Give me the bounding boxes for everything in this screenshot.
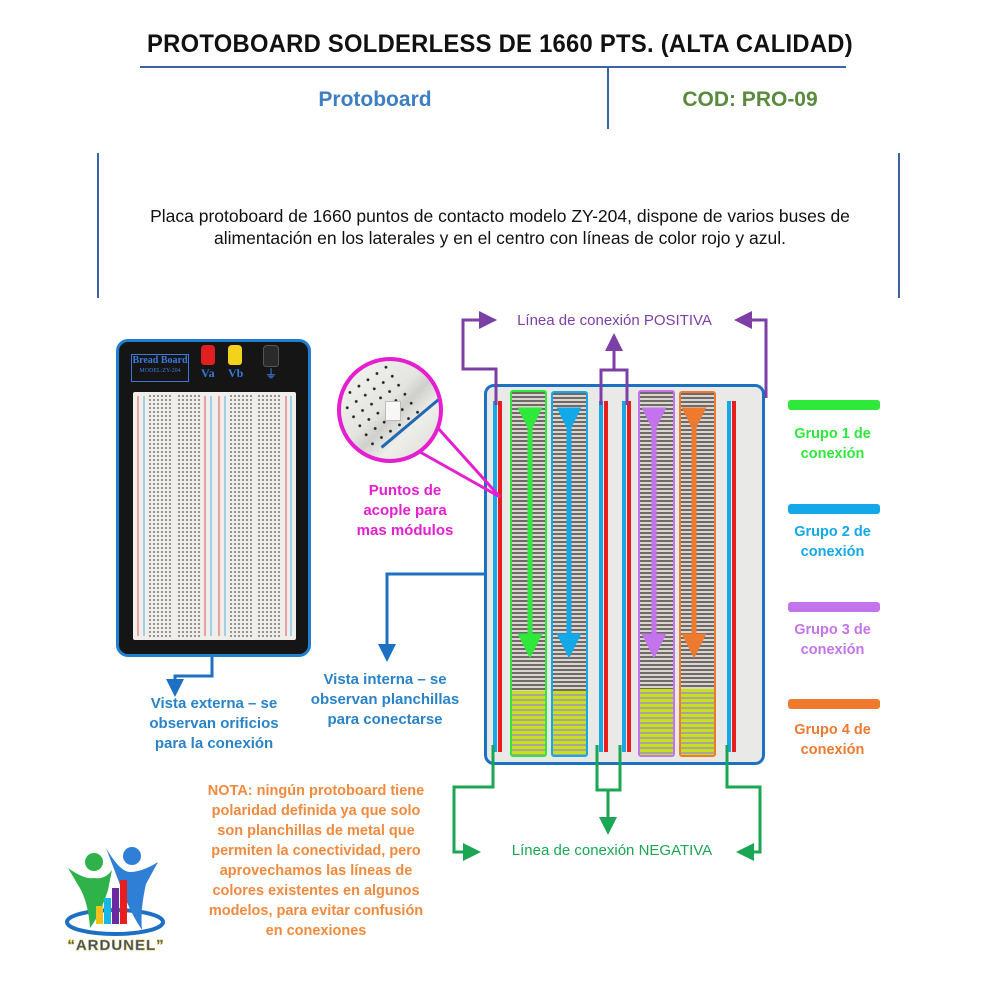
legend-line: Grupo 2 de [794,524,871,540]
magnifier-pointer-lines [420,427,500,497]
page-title: PROTOBOARD SOLDERLESS DE 1660 PTS. (ALTA CALIDAD) [147,30,853,58]
terminal-va-label: Va [201,366,215,380]
caption-line: Puntos de [368,482,442,499]
legend-swatch-group-1 [788,400,880,410]
terminal-vb-label: Vb [228,366,244,380]
negative-line-arrows [454,745,760,852]
legend-line: conexión [800,544,865,560]
positive-line-arrows [463,320,766,405]
brand-model: MODEL:ZY-204 [139,368,181,374]
legend-swatch-group-2 [788,504,880,514]
group-double-arrows [530,420,694,646]
negative-line-label: Línea de conexión NEGATIVA [511,842,713,859]
caption-line: para conectarse [327,711,443,728]
internal-view-caption [295,670,475,730]
caption-line: para la conexión [154,735,274,752]
caption-line: Vista interna – se [323,671,447,688]
caption-line: Vista externa – se [150,695,278,712]
product-description: Placa protoboard de 1660 puntos de contacto modelo ZY-204, dispone de varios buses de alimentación en los laterales y en el centro con líneas de color rojo y azul. [150,206,850,248]
note-line: son planchillas de metal que [217,823,415,839]
positive-line-label: Línea de conexión POSITIVA [517,312,712,329]
legend-swatch-group-3 [788,602,880,612]
caption-line: acople para [363,502,447,519]
note-line: NOTA: ningún protoboard tiene [207,783,425,799]
legend-line: Grupo 3 de [794,622,871,638]
ground-symbol-icon: ⏚ [265,367,278,381]
note-line: aprovechamos las líneas de [219,863,413,879]
note-line: colores existentes en algunos [212,883,420,899]
legend-swatch-group-4 [788,699,880,709]
legend-line: conexión [800,642,865,658]
brand-name: Bread Board [132,355,188,366]
legend-line: conexión [800,446,865,462]
product-category: Protoboard [318,88,432,111]
legend-label-group-2 [775,522,890,562]
caption-line: observan orificios [149,715,279,732]
caption-line: mas módulos [356,522,454,539]
external-view-caption [104,694,324,754]
ardunel-logo-text: “ARDUNEL” [67,937,165,954]
polarity-note [180,781,452,941]
product-code: COD: PRO-09 [682,88,818,111]
legend-line: conexión [800,742,865,758]
note-line: en conexiones [265,923,367,939]
note-line: permiten la conectividad, pero [211,843,421,859]
legend-label-group-1 [775,424,890,464]
note-line: polaridad definida ya que solo [211,803,421,819]
caption-line: observan planchillas [310,691,460,708]
legend-label-group-4 [775,720,890,760]
legend-line: Grupo 4 de [794,722,871,738]
note-line: modelos, para evitar confusión [208,903,424,919]
legend-line: Grupo 1 de [794,426,871,442]
legend-label-group-3 [775,620,890,660]
